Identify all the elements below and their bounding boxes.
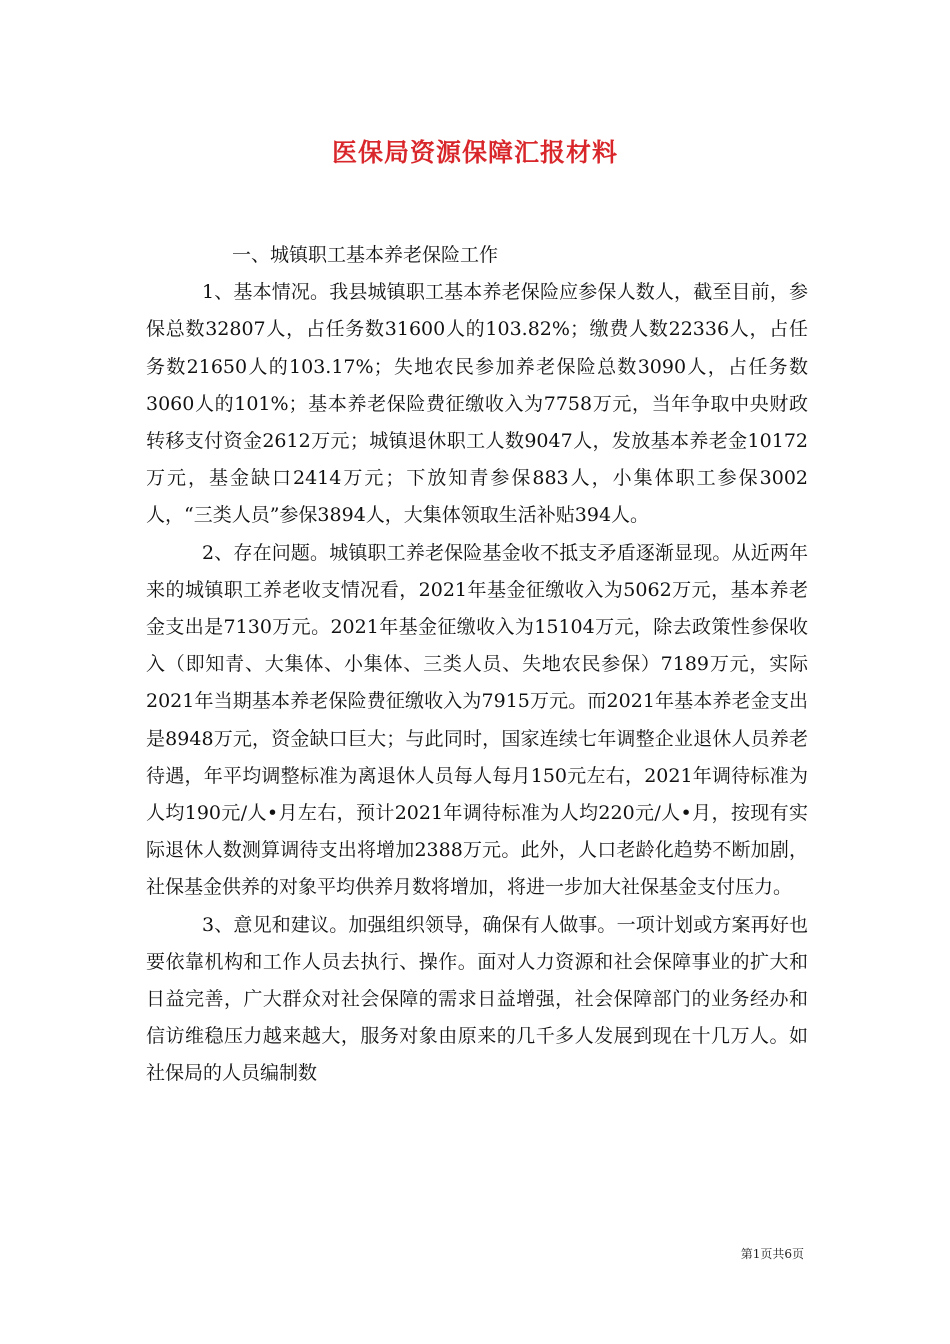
paragraph-basic-situation: 1、基本情况。我县城镇职工基本养老保险应参保人数人，截至目前，参保总数32807人，占任务数31600人的103.82%；缴费人数22336人，占任务数21650人的103.17%；失地农民参加养老保险总数3090人，占任务数3060人的101%；基本养老保险费征缴收入为7758万元，当年争取中央财政转移支付资金2612万元；城镇退休职工人数9047人，发放基本养老金10172万元，基金缺口2414万元；下放知青参保883人，小集体职工参保3002人，“三类人员”参保3894人，大集体领取生活补贴394人。 bbox=[146, 281, 808, 527]
section-heading: 一、城镇职工基本养老保险工作 bbox=[232, 244, 499, 266]
paragraph-existing-problems: 2、存在问题。城镇职工养老保险基金收不抵支矛盾逐渐显现。从近两年来的城镇职工养老收支情况看，2021年基金征缴收入为5062万元，基本养老金支出是7130万元。2021年基金征缴收入为15104万元，除去政策性参保收入（即知青、大集体、小集体、三类人员、失地农民参保）7189万元，实际2021年当期基本养老保险费征缴收入为7915万元。而2021年基本养老金支出是8948万元，资金缺口巨大；与此同时，国家连续七年调整企业退休人员养老待遇，年平均调整标准为离退休人员每人每月150元左右，2021年调待标准为人均190元/人•月左右，预计2021年调待标准为人均220元/人•月，按现有实际退休人数测算调待支出将增加2388万元。此外，人口老龄化趋势不断加剧，社保基金供养的对象平均供养月数将增加，将进一步加大社保基金支付压力。 bbox=[146, 541, 808, 899]
document-body bbox=[146, 237, 808, 1093]
paragraph-suggestions: 3、意见和建议。加强组织领导，确保有人做事。一项计划或方案再好也要依靠机构和工作人员去执行、操作。面对人力资源和社会保障事业的扩大和日益完善，广大群众对社会保障的需求日益增强，社会保障部门的业务经办和信访维稳压力越来越大，服务对象由原来的几千多人发展到现在十几万人。如社保局的人员编制数 bbox=[146, 913, 808, 1085]
document-title: 医保局资源保障汇报材料 bbox=[331, 138, 618, 167]
page-number-footer: 第1页共6页 bbox=[740, 1247, 804, 1261]
